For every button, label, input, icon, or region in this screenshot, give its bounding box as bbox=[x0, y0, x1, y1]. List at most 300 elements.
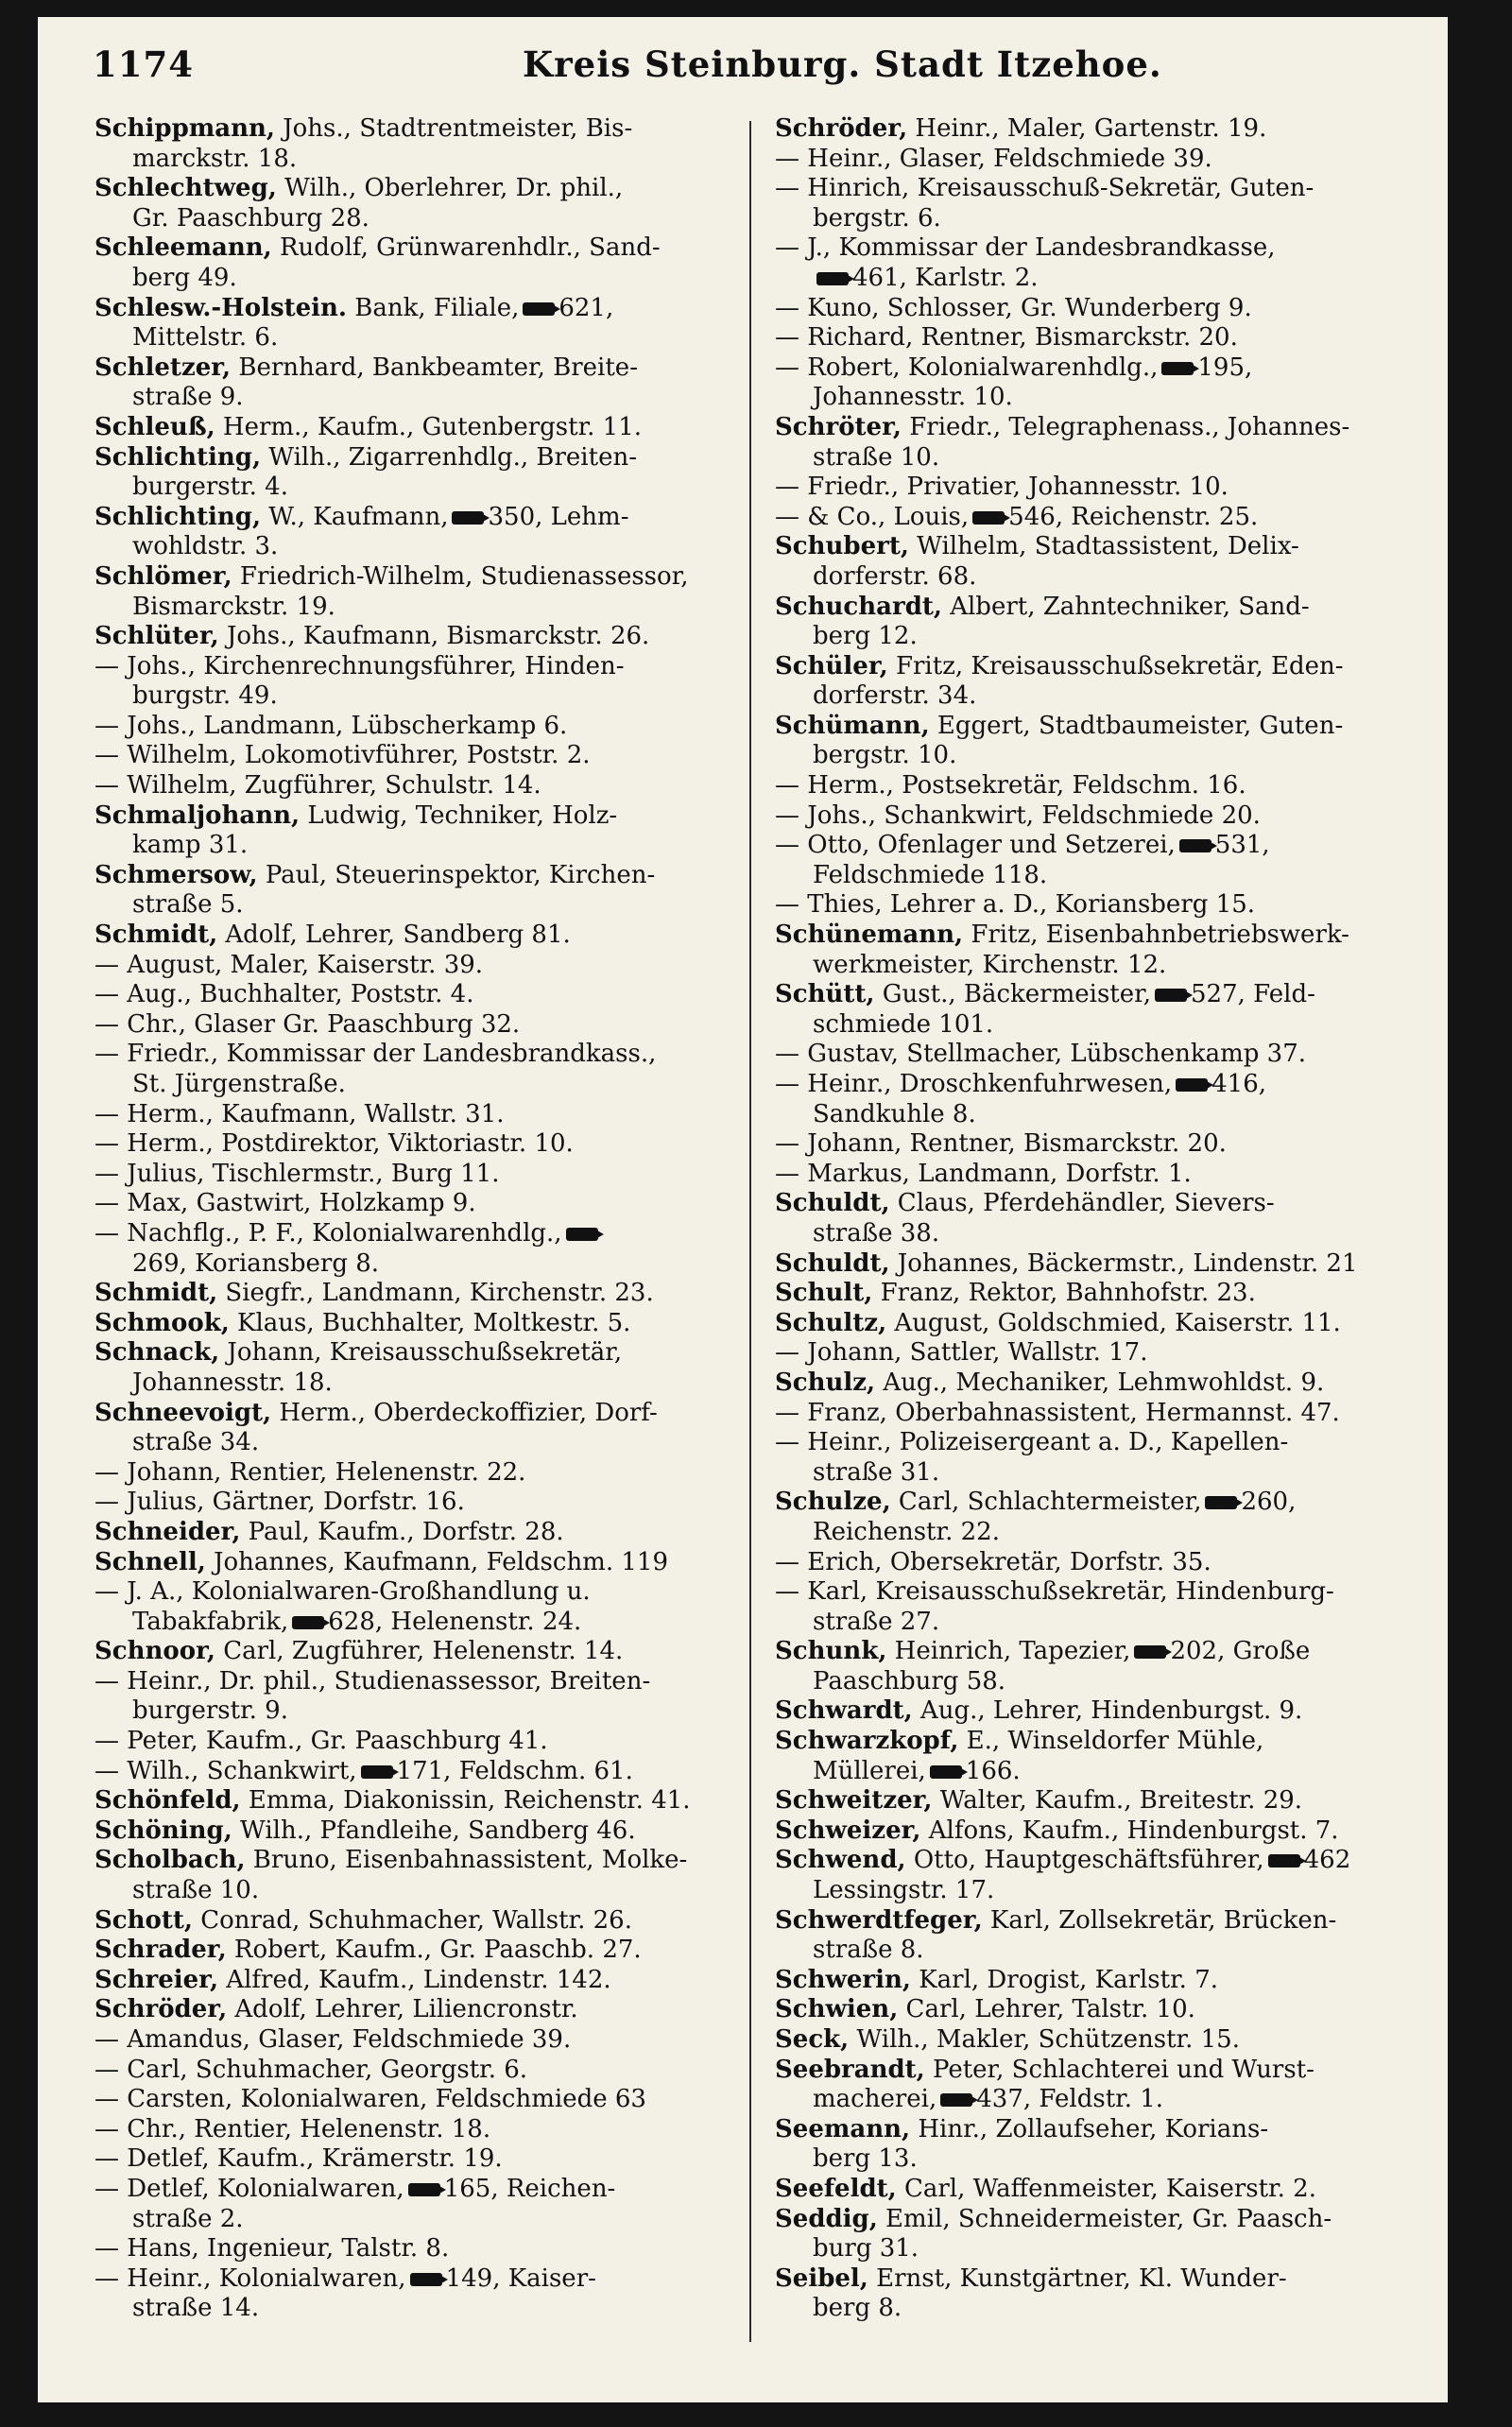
entry-surname: Schneider, bbox=[94, 1517, 241, 1546]
entry-text: Emma, Diakonissin, Reichenstr. 41. bbox=[240, 1786, 691, 1816]
entry-text: — Johann, Rentner, Bismarckstr. 20. bbox=[775, 1129, 1227, 1159]
entry-text: — Carl, Schuhmacher, Georgstr. 6. bbox=[94, 2055, 528, 2084]
entry-text: Aug., Lehrer, Hindenburgst. 9. bbox=[912, 1696, 1303, 1726]
directory-line bbox=[94, 1249, 747, 1280]
entry-text: Feldschmiede 118. bbox=[813, 860, 1048, 889]
entry-text: Johannes, Bäckermstr., Lindenstr. 21 bbox=[889, 1248, 1358, 1278]
directory-line bbox=[94, 921, 747, 951]
entry-text: — Herm., Postdirektor, Viktoriastr. 10. bbox=[94, 1129, 574, 1159]
directory-line bbox=[94, 1518, 747, 1548]
directory-line bbox=[775, 145, 1427, 175]
directory-line bbox=[775, 712, 1427, 742]
entry-text: — Friedr., Privatier, Johannesstr. 10. bbox=[775, 473, 1228, 502]
directory-line bbox=[94, 771, 747, 801]
entry-text: werkmeister, Kirchenstr. 12. bbox=[813, 950, 1167, 979]
entry-text: marckstr. 18. bbox=[132, 144, 298, 173]
entry-text: straße 31. bbox=[813, 1457, 940, 1487]
phone-number: 149, Kaiser- bbox=[445, 2263, 596, 2293]
directory-line bbox=[775, 1070, 1427, 1100]
entry-text: — Heinr., Droschkenfuhrwesen, bbox=[775, 1070, 1173, 1098]
entry-text: straße 5. bbox=[132, 890, 244, 920]
directory-line bbox=[775, 383, 1427, 413]
entry-text: — Chr., Rentier, Helenenstr. 18. bbox=[94, 2114, 491, 2143]
directory-line bbox=[94, 1667, 747, 1697]
directory-line bbox=[94, 1428, 747, 1458]
entry-text: — Kuno, Schlosser, Gr. Wunderberg 9. bbox=[775, 293, 1252, 322]
directory-line bbox=[775, 1637, 1427, 1667]
directory-line bbox=[94, 443, 747, 473]
directory-line bbox=[94, 1816, 747, 1847]
directory-line bbox=[94, 1219, 747, 1249]
entry-text: — Herm., Postsekretär, Feldschm. 16. bbox=[775, 771, 1246, 800]
entry-surname: Schümann, bbox=[775, 711, 930, 740]
directory-line bbox=[94, 1189, 747, 1219]
directory-line bbox=[775, 1727, 1427, 1757]
directory-line bbox=[94, 831, 747, 861]
entry-text: Johann, Kreisausschußsekretär, bbox=[219, 1338, 623, 1368]
directory-line bbox=[94, 174, 747, 204]
entry-text: Carl, Waffenmeister, Kaiserstr. 2. bbox=[896, 2174, 1316, 2203]
directory-line bbox=[775, 2115, 1427, 2145]
phone-number: 416, bbox=[1211, 1070, 1267, 1098]
entry-text: Siegfr., Landmann, Kirchenstr. 23. bbox=[217, 1279, 654, 1308]
directory-line bbox=[94, 1696, 747, 1727]
entry-text: Gr. Paaschburg 28. bbox=[132, 203, 369, 232]
entry-text: St. Jürgenstraße. bbox=[132, 1070, 346, 1098]
entry-text: dorferstr. 68. bbox=[813, 561, 977, 591]
entry-surname: Schneevoigt, bbox=[94, 1398, 272, 1427]
entry-text: — Hans, Ingenieur, Talstr. 8. bbox=[94, 2234, 450, 2263]
entry-text: Alfred, Kaufm., Lindenstr. 142. bbox=[218, 1965, 611, 1994]
entry-surname: Schubert, bbox=[775, 532, 909, 561]
entry-surname: Schütt, bbox=[775, 980, 875, 1009]
directory-line bbox=[775, 2085, 1427, 2115]
directory-line bbox=[94, 2025, 747, 2056]
directory-line bbox=[94, 1010, 747, 1041]
entry-surname: Schleemann, bbox=[94, 233, 272, 263]
entry-surname: Schnack, bbox=[94, 1338, 220, 1368]
entry-text: schmiede 101. bbox=[813, 1009, 994, 1039]
phone-number: 462 bbox=[1303, 1846, 1351, 1875]
telephone-icon bbox=[292, 1616, 324, 1629]
entry-text: burgstr. 49. bbox=[132, 681, 278, 711]
entry-text: — Nachflg., P. F., Kolonialwarenhdlg., bbox=[94, 1218, 562, 1248]
directory-line bbox=[775, 1368, 1427, 1399]
entry-surname: Seebrandt, bbox=[775, 2055, 925, 2084]
entry-text: Bank, Filiale, bbox=[346, 293, 520, 322]
directory-line bbox=[94, 2144, 747, 2175]
directory-line bbox=[94, 503, 747, 533]
entry-surname: Schwerin, bbox=[775, 1965, 911, 1994]
right-column bbox=[775, 114, 1427, 2324]
entry-surname: Schlesw.-Holstein. bbox=[94, 293, 347, 322]
entry-surname: Schuchardt, bbox=[775, 592, 942, 621]
entry-text: Wilh., Oberlehrer, Dr. phil., bbox=[276, 174, 624, 203]
directory-line bbox=[775, 831, 1427, 861]
directory-line bbox=[94, 980, 747, 1010]
directory-line bbox=[775, 1995, 1427, 2025]
running-head: Kreis Steinburg. Stadt Itzehoe. bbox=[523, 43, 1162, 85]
directory-line bbox=[94, 562, 747, 593]
entry-text: Otto, Hauptgeschäftsführer, bbox=[905, 1846, 1264, 1875]
entry-surname: Schwend, bbox=[775, 1846, 906, 1875]
entry-text: Ludwig, Techniker, Holz- bbox=[300, 800, 618, 830]
telephone-icon bbox=[566, 1228, 598, 1241]
entry-text: — Julius, Tischlermstr., Burg 11. bbox=[94, 1159, 500, 1188]
entry-surname: Schüler, bbox=[775, 651, 888, 680]
entry-text: — Johann, Rentier, Helenenstr. 22. bbox=[94, 1457, 526, 1487]
directory-line bbox=[775, 204, 1427, 234]
entry-text: straße 38. bbox=[813, 1218, 940, 1248]
directory-line bbox=[775, 1338, 1427, 1368]
entry-surname: Schmidt, bbox=[94, 1279, 218, 1308]
directory-line bbox=[775, 2294, 1427, 2324]
entry-text: Wilh., Pfandleihe, Sandberg 46. bbox=[232, 1816, 636, 1845]
directory-line bbox=[775, 174, 1427, 204]
entry-text: berg 13. bbox=[813, 2144, 918, 2174]
directory-line bbox=[775, 1936, 1427, 1966]
entry-surname: Schunk, bbox=[775, 1637, 887, 1666]
directory-line bbox=[775, 1160, 1427, 1190]
entry-text: August, Goldschmied, Kaiserstr. 11. bbox=[886, 1308, 1341, 1337]
page-header bbox=[93, 38, 1444, 98]
telephone-icon bbox=[1179, 839, 1211, 852]
entry-text: — Heinr., Polizeisergeant a. D., Kapellen- bbox=[775, 1428, 1289, 1457]
telephone-icon bbox=[408, 2183, 440, 2196]
entry-text: Wilhelm, Stadtassistent, Delix- bbox=[908, 532, 1299, 561]
entry-text: Wilh., Makler, Schützenstr. 15. bbox=[849, 2025, 1240, 2054]
directory-line bbox=[94, 801, 747, 832]
entry-text: — Franz, Oberbahnassistent, Hermannst. 47. bbox=[775, 1398, 1340, 1427]
entry-text: E., Winseldorfer Mühle, bbox=[958, 1727, 1264, 1756]
entry-text: Emil, Schneidermeister, Gr. Paasch- bbox=[877, 2204, 1332, 2233]
entry-text: berg 12. bbox=[813, 622, 918, 651]
entry-text: Gust., Bäckermeister, bbox=[874, 980, 1151, 1009]
directory-line bbox=[775, 473, 1427, 503]
entry-surname: Seefeldt, bbox=[775, 2174, 897, 2203]
directory-line bbox=[94, 204, 747, 234]
entry-text: bergstr. 10. bbox=[813, 741, 957, 770]
entry-text: Carl, Lehrer, Talstr. 10. bbox=[898, 1995, 1195, 2024]
entry-surname: Seddig, bbox=[775, 2204, 878, 2233]
directory-line bbox=[94, 294, 747, 324]
directory-line bbox=[94, 951, 747, 981]
entry-text: Tabakfabrik, bbox=[132, 1607, 289, 1636]
entry-text: Carl, Zugführer, Helenenstr. 14. bbox=[215, 1637, 624, 1666]
directory-line bbox=[94, 1577, 747, 1608]
entry-text: — Carsten, Kolonialwaren, Feldschmiede 63 bbox=[94, 2085, 646, 2114]
entry-text: — Thies, Lehrer a. D., Koriansberg 15. bbox=[775, 890, 1256, 920]
directory-line bbox=[775, 1906, 1427, 1936]
entry-text: straße 2. bbox=[132, 2204, 244, 2233]
directory-line bbox=[94, 861, 747, 891]
directory-line bbox=[775, 2234, 1427, 2264]
entry-text: — Gustav, Stellmacher, Lübschenkamp 37. bbox=[775, 1040, 1307, 1069]
entry-surname: Schlechtweg, bbox=[94, 174, 277, 203]
directory-line bbox=[94, 1936, 747, 1966]
entry-text: — Otto, Ofenlager und Setzerei, bbox=[775, 831, 1176, 860]
entry-surname: Schwien, bbox=[775, 1995, 899, 2024]
directory-line bbox=[94, 2175, 747, 2205]
entry-text: — & Co., Louis, bbox=[775, 502, 970, 531]
entry-surname: Schröder, bbox=[94, 1995, 228, 2024]
directory-line bbox=[775, 1219, 1427, 1249]
entry-surname: Schultz, bbox=[775, 1308, 887, 1337]
directory-line bbox=[94, 383, 747, 413]
entry-text: dorferstr. 34. bbox=[813, 681, 977, 711]
entry-surname: Schröder, bbox=[775, 114, 908, 143]
entry-text: Bruno, Eisenbahnassistent, Molke- bbox=[245, 1846, 688, 1875]
entry-text: Franz, Rektor, Bahnhofstr. 23. bbox=[872, 1279, 1256, 1308]
directory-line bbox=[94, 2085, 747, 2115]
telephone-icon bbox=[1205, 1496, 1237, 1509]
directory-line bbox=[94, 1309, 747, 1339]
entry-text: Paul, Kaufm., Dorfstr. 28. bbox=[240, 1517, 564, 1546]
entry-surname: Schünemann, bbox=[775, 921, 964, 950]
entry-text: — Wilh., Schankwirt, bbox=[94, 1756, 357, 1785]
directory-line bbox=[94, 712, 747, 742]
directory-line bbox=[94, 323, 747, 353]
entry-surname: Schnoor, bbox=[94, 1637, 215, 1666]
entry-surname: Schweizer, bbox=[775, 1816, 921, 1845]
directory-line bbox=[775, 652, 1427, 682]
entry-surname: Schwerdtfeger, bbox=[775, 1905, 983, 1935]
entry-text: — Erich, Obersekretär, Dorfstr. 35. bbox=[775, 1547, 1211, 1576]
entry-text: — Aug., Buchhalter, Poststr. 4. bbox=[94, 980, 474, 1009]
entry-text: — Peter, Kaufm., Gr. Paaschburg 41. bbox=[94, 1727, 548, 1756]
entry-surname: Scholbach, bbox=[94, 1846, 246, 1875]
telephone-icon bbox=[523, 302, 555, 316]
directory-line bbox=[775, 264, 1427, 294]
entry-text: Johs., Kaufmann, Bismarckstr. 26. bbox=[218, 622, 650, 651]
column-divider bbox=[749, 121, 751, 2342]
telephone-icon bbox=[1176, 1078, 1208, 1092]
entry-surname: Schröter, bbox=[775, 412, 902, 441]
telephone-icon bbox=[1161, 362, 1194, 375]
directory-line bbox=[775, 741, 1427, 771]
entry-text: — Wilhelm, Lokomotivführer, Poststr. 2. bbox=[94, 741, 591, 770]
directory-line bbox=[775, 1757, 1427, 1787]
entry-text: Reichenstr. 22. bbox=[813, 1517, 1000, 1546]
directory-line bbox=[94, 233, 747, 264]
directory-line bbox=[94, 353, 747, 384]
entry-text: Adolf, Lehrer, Sandberg 81. bbox=[217, 921, 571, 950]
directory-line bbox=[94, 1608, 747, 1638]
directory-line bbox=[94, 1129, 747, 1160]
directory-line bbox=[775, 2025, 1427, 2056]
directory-line bbox=[775, 1399, 1427, 1429]
entry-surname: Schulz, bbox=[775, 1368, 876, 1397]
entry-text: Hinr., Zollaufseher, Korians- bbox=[910, 2114, 1269, 2143]
entry-text: straße 9. bbox=[132, 383, 244, 412]
entry-surname: Schweitzer, bbox=[775, 1786, 933, 1816]
directory-line bbox=[94, 681, 747, 712]
entry-text: Fritz, Eisenbahnbetriebswerk- bbox=[963, 921, 1349, 950]
entry-text: berg 8. bbox=[813, 2294, 902, 2323]
directory-line bbox=[775, 1696, 1427, 1727]
entry-text: Ernst, Kunstgärtner, Kl. Wunder- bbox=[868, 2263, 1287, 2293]
directory-line bbox=[94, 1458, 747, 1489]
directory-line bbox=[775, 1846, 1427, 1876]
telephone-icon bbox=[930, 1765, 962, 1779]
directory-line bbox=[94, 145, 747, 175]
entry-surname: Schuldt, bbox=[775, 1189, 890, 1218]
entry-text: Klaus, Buchhalter, Moltkestr. 5. bbox=[229, 1308, 631, 1337]
entry-text: Albert, Zahntechniker, Sand- bbox=[941, 592, 1310, 621]
directory-line bbox=[775, 1816, 1427, 1847]
directory-line bbox=[94, 622, 747, 652]
entry-text: Peter, Schlachterei und Wurst- bbox=[924, 2055, 1314, 2084]
directory-line bbox=[94, 1637, 747, 1667]
directory-line bbox=[775, 413, 1427, 443]
directory-line bbox=[94, 1995, 747, 2025]
directory-line bbox=[94, 1846, 747, 1876]
entry-text: — J. A., Kolonialwaren-Großhandlung u. bbox=[94, 1577, 591, 1607]
entry-text: straße 14. bbox=[132, 2294, 260, 2323]
telephone-icon bbox=[816, 272, 849, 285]
entry-text: Alfons, Kaufm., Hindenburgst. 7. bbox=[920, 1816, 1339, 1845]
directory-line bbox=[94, 1786, 747, 1816]
entry-text: Aug., Mechaniker, Lehmwohldst. 9. bbox=[875, 1368, 1325, 1397]
entry-text: Johannes, Kaufmann, Feldschm. 119 bbox=[205, 1547, 668, 1576]
directory-line bbox=[775, 233, 1427, 264]
entry-surname: Seemann, bbox=[775, 2114, 911, 2143]
entry-text: — Herm., Kaufmann, Wallstr. 31. bbox=[94, 1099, 505, 1128]
phone-number: 195, bbox=[1197, 353, 1253, 382]
directory-line bbox=[775, 1458, 1427, 1489]
directory-line bbox=[94, 1757, 747, 1787]
entry-surname: Schott, bbox=[94, 1905, 193, 1935]
entry-text: 269, Koriansberg 8. bbox=[132, 1248, 380, 1278]
directory-line bbox=[775, 681, 1427, 712]
entry-text: Claus, Pferdehändler, Sievers- bbox=[889, 1189, 1275, 1218]
directory-line bbox=[94, 1368, 747, 1399]
entry-surname: Schnell, bbox=[94, 1547, 206, 1576]
directory-line bbox=[775, 532, 1427, 562]
entry-text: straße 34. bbox=[132, 1428, 260, 1457]
entry-text: straße 8. bbox=[813, 1936, 924, 1965]
entry-text: Paul, Steuerinspektor, Kirchen- bbox=[257, 860, 656, 889]
directory-line bbox=[775, 861, 1427, 891]
entry-surname: Schlüter, bbox=[94, 622, 219, 651]
entry-text: — Detlef, Kolonialwaren, bbox=[94, 2174, 404, 2203]
entry-surname: Schletzer, bbox=[94, 353, 232, 382]
phone-number: 628, Helenenstr. 24. bbox=[328, 1607, 582, 1636]
telephone-icon bbox=[1155, 989, 1187, 1002]
directory-line bbox=[94, 1399, 747, 1429]
telephone-icon bbox=[361, 1765, 393, 1779]
entry-text: Friedr., Telegraphenass., Johannes- bbox=[901, 412, 1350, 441]
directory-line bbox=[775, 1428, 1427, 1458]
entry-surname: Schippmann, bbox=[94, 114, 275, 143]
directory-line bbox=[94, 532, 747, 562]
entry-text: — Markus, Landmann, Dorfstr. 1. bbox=[775, 1159, 1192, 1188]
entry-text: Wilh., Zigarrenhdlg., Breiten- bbox=[261, 442, 637, 472]
entry-text: Walter, Kaufm., Breitestr. 29. bbox=[932, 1786, 1303, 1816]
phone-number: 350, Lehm- bbox=[488, 502, 629, 531]
entry-text: Herm., Oberdeckoffizier, Dorf- bbox=[271, 1398, 658, 1427]
directory-line bbox=[94, 741, 747, 771]
entry-surname: Schulze, bbox=[775, 1488, 891, 1517]
entry-text: — Hinrich, Kreisausschuß-Sekretär, Guten- bbox=[775, 174, 1314, 203]
entry-text: W., Kaufmann, bbox=[261, 502, 449, 531]
entry-text: straße 10. bbox=[813, 442, 940, 472]
phone-number: 461, Karlstr. 2. bbox=[852, 263, 1039, 292]
phone-number: 260, bbox=[1241, 1488, 1297, 1517]
telephone-icon bbox=[940, 2093, 972, 2107]
entry-text: Robert, Kaufm., Gr. Paaschb. 27. bbox=[226, 1936, 642, 1965]
entry-text: Johs., Stadtrentmeister, Bis- bbox=[274, 114, 633, 143]
left-column bbox=[94, 114, 747, 2324]
directory-line bbox=[94, 1160, 747, 1190]
entry-surname: Schlichting, bbox=[94, 442, 262, 472]
entry-text: — Robert, Kolonialwarenhdlg., bbox=[775, 353, 1159, 382]
entry-text: — Johs., Schankwirt, Feldschmiede 20. bbox=[775, 800, 1261, 830]
entry-surname: Schmidt, bbox=[94, 921, 218, 950]
entry-text: berg 49. bbox=[132, 263, 237, 292]
phone-number: 546, Reichenstr. 25. bbox=[1008, 502, 1259, 531]
entry-text: Heinr., Maler, Gartenstr. 19. bbox=[907, 114, 1267, 143]
directory-line bbox=[94, 1488, 747, 1518]
entry-surname: Seibel, bbox=[775, 2263, 868, 2293]
directory-line bbox=[775, 980, 1427, 1010]
entry-text: — Heinr., Glaser, Feldschmiede 39. bbox=[775, 144, 1212, 173]
directory-line bbox=[94, 1040, 747, 1070]
entry-text: straße 27. bbox=[813, 1607, 940, 1636]
directory-line bbox=[94, 1906, 747, 1936]
entry-text: straße 10. bbox=[132, 1876, 260, 1905]
directory-line bbox=[94, 114, 747, 145]
entry-surname: Schleuß, bbox=[94, 412, 215, 441]
directory-line bbox=[94, 1548, 747, 1578]
entry-text: kamp 31. bbox=[132, 831, 249, 860]
entry-surname: Schult, bbox=[775, 1279, 873, 1308]
directory-line bbox=[94, 1338, 747, 1368]
directory-line bbox=[775, 801, 1427, 832]
directory-line bbox=[775, 294, 1427, 324]
directory-line bbox=[775, 323, 1427, 353]
directory-line bbox=[775, 1189, 1427, 1219]
directory-line bbox=[775, 2264, 1427, 2295]
directory-line bbox=[775, 443, 1427, 473]
entry-text: Karl, Drogist, Karlstr. 7. bbox=[910, 1965, 1219, 1994]
entry-text: Johannesstr. 10. bbox=[813, 383, 1013, 412]
entry-text: bergstr. 6. bbox=[813, 203, 941, 232]
entry-text: burgerstr. 9. bbox=[132, 1696, 288, 1726]
entry-surname: Schreier, bbox=[94, 1965, 219, 1994]
telephone-icon bbox=[1268, 1854, 1300, 1868]
entry-text: Rudolf, Grünwarenhdlr., Sand- bbox=[271, 233, 661, 263]
entry-text: Adolf, Lehrer, Liliencronstr. bbox=[227, 1995, 578, 2024]
entry-text: — Johs., Landmann, Lübscherkamp 6. bbox=[94, 711, 568, 740]
directory-line bbox=[94, 890, 747, 921]
entry-text: — August, Maler, Kaiserstr. 39. bbox=[94, 950, 484, 979]
phone-number: 165, Reichen- bbox=[443, 2174, 616, 2203]
entry-text: Lessingstr. 17. bbox=[813, 1876, 995, 1905]
directory-line bbox=[775, 2144, 1427, 2175]
directory-line bbox=[775, 951, 1427, 981]
page-number: 1174 bbox=[93, 43, 194, 85]
directory-line bbox=[94, 1727, 747, 1757]
directory-line bbox=[94, 2056, 747, 2086]
entry-surname: Schuldt, bbox=[775, 1248, 890, 1278]
entry-text: — Chr., Glaser Gr. Paaschburg 32. bbox=[94, 1009, 521, 1039]
phone-number: 171, Feldschm. 61. bbox=[396, 1756, 633, 1785]
directory-line bbox=[94, 413, 747, 443]
directory-page bbox=[38, 17, 1448, 2402]
directory-line bbox=[775, 1966, 1427, 1996]
telephone-icon bbox=[972, 511, 1005, 525]
